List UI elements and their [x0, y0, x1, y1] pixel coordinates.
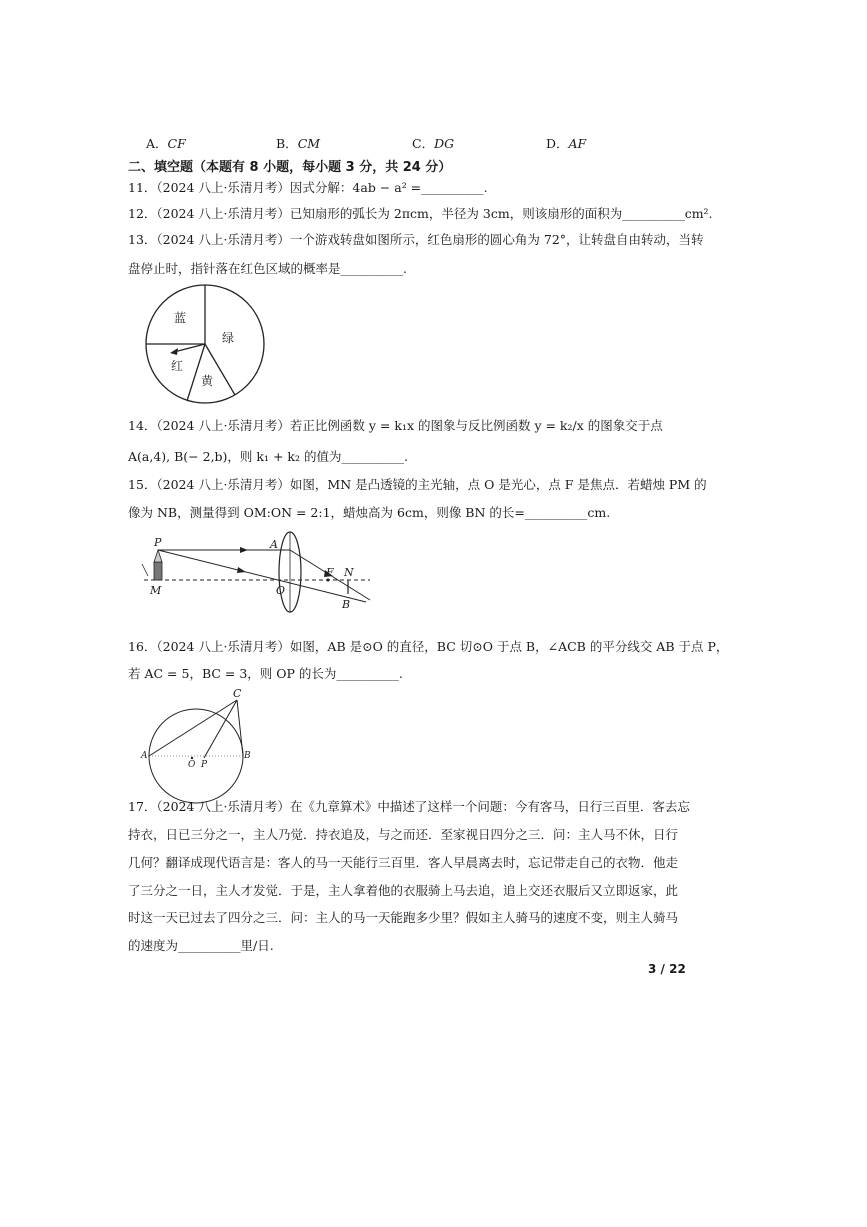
question-17-line2: 持衣，日已三分之一，主人乃觉．持衣追及，与之而还．至家视日四分之三．问：主人马不休，日行	[128, 827, 679, 842]
question-15-line2: 像为 NB，测量得到 OM:ON = 2:1，蜡烛高为 6cm，则像 BN 的长=__________cm.	[128, 505, 611, 520]
choice-a: A．CF	[146, 136, 186, 151]
wheel-label-yellow: 黄	[201, 374, 214, 388]
circle-label-c: C	[233, 687, 242, 700]
circle-label-o: O	[188, 760, 196, 770]
section-title: 二、填空题（本题有 8 小题，每小题 3 分，共 24 分）	[128, 160, 452, 175]
lens-label-b: B	[342, 598, 351, 611]
lens-label-n: N	[344, 566, 354, 579]
question-13-line2: 盘停止时，指针落在红色区域的概率是__________.	[128, 261, 407, 276]
question-12: 12．（2024 八上·乐清月考）已知扇形的弧长为 2πcm，半径为 3cm，则该扇形的面积为__________cm².	[128, 206, 713, 221]
question-14-line2: A(a,4), B(− 2,b)，则 k₁ + k₂ 的值为__________.	[128, 449, 408, 464]
lens-label-f: F	[326, 566, 334, 579]
question-17-line6: 的速度为__________里/日.	[128, 938, 274, 953]
lens-label-a: A	[270, 538, 278, 551]
question-17-line4: 了三分之一日，主人才发觉．于是，主人拿着他的衣服骑上马去追，追上交还衣服后又立即返家，此	[128, 883, 679, 898]
wheel-label-blue: 蓝	[174, 311, 187, 325]
choice-d: D．AF	[546, 136, 587, 151]
choice-c: C．DG	[412, 136, 455, 151]
question-15-line1: 15．（2024 八上·乐清月考）如图，MN 是凸透镜的主光轴，点 O 是光心，点 F 是焦点．若蜡烛 PM 的	[128, 477, 707, 492]
spinner-wheel-figure	[140, 280, 275, 405]
wheel-label-green: 绿	[222, 331, 235, 345]
circle-label-p: P	[201, 760, 208, 770]
question-17-line3: 几何？翻译成现代语言是：客人的马一天能行三百里．客人早晨离去时，忘记带走自己的衣物．他走	[128, 855, 679, 870]
lens-label-p: P	[154, 536, 162, 549]
question-17-line5: 时这一天已过去了四分之三．问：主人的马一天能跑多少里？假如主人骑马的速度不变，则主人骑马	[128, 910, 679, 925]
page-number: 3 / 22	[648, 962, 686, 976]
question-16-line1: 16．（2024 八上·乐清月考）如图，AB 是⊙O 的直径，BC 切⊙O 于点 B，∠ACB 的平分线交 AB 于点 P，	[128, 639, 729, 654]
question-11: 11．（2024 八上·乐清月考）因式分解：4ab − a² =__________.	[128, 180, 488, 195]
wheel-label-red: 红	[171, 359, 184, 373]
convex-lens-figure	[140, 530, 380, 615]
lens-label-o: O	[276, 584, 286, 597]
question-13-line1: 13．（2024 八上·乐清月考）一个游戏转盘如图所示，红色扇形的圆心角为 72°，让转盘自由转动，当转	[128, 232, 704, 247]
question-16-line2: 若 AC = 5，BC = 3，则 OP 的长为__________.	[128, 666, 403, 681]
circle-label-b: B	[244, 751, 251, 761]
question-14-line1: 14．（2024 八上·乐清月考）若正比例函数 y = k₁x 的图象与反比例函数 y = k₂/x 的图象交于点	[128, 418, 663, 433]
choice-b: B．CM	[276, 136, 321, 151]
circle-label-a: A	[141, 751, 148, 761]
circle-tangent-figure	[140, 688, 260, 798]
question-17-line1: 17．（2024 八上·乐清月考）在《九章算术》中描述了这样一个问题：今有客马，日行三百里．客去忘	[128, 799, 690, 814]
lens-label-m: M	[150, 584, 162, 597]
